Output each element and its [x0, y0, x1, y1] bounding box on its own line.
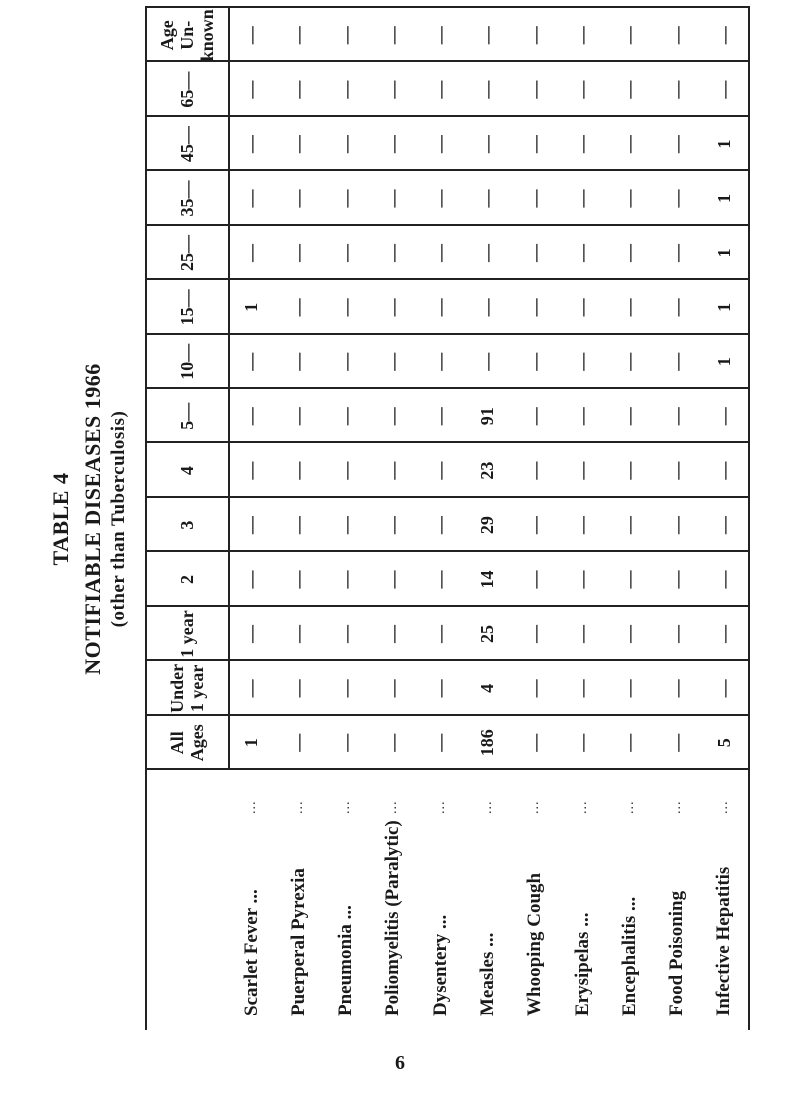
table-cell: —	[524, 26, 545, 45]
table-cell: —	[713, 516, 734, 535]
table-cell: —	[241, 80, 262, 99]
table-cell: —	[619, 243, 640, 262]
table-cell: —	[524, 352, 545, 371]
table-cell: —	[666, 352, 687, 371]
table-cell: —	[241, 679, 262, 698]
table-cell: —	[713, 407, 734, 426]
table-cell: —	[619, 733, 640, 752]
table-cell: —	[288, 570, 309, 589]
table-cell: —	[241, 461, 262, 480]
table-cell: 1	[713, 139, 734, 149]
disease-name: Food Poisoning	[666, 890, 688, 1016]
table-cell: —	[713, 80, 734, 99]
table-cell: —	[430, 570, 451, 589]
table-cell: —	[335, 298, 356, 317]
table-cell: 91	[477, 407, 498, 426]
table-cell: —	[477, 352, 498, 371]
table-cell: —	[335, 80, 356, 99]
table-cell: —	[288, 733, 309, 752]
table-cell: —	[288, 461, 309, 480]
table-cell: —	[382, 352, 403, 371]
table-cell: —	[666, 26, 687, 45]
table-cell: 23	[477, 461, 498, 480]
table-cell: 186	[477, 729, 498, 757]
table-cell: —	[477, 135, 498, 154]
table-cell: —	[666, 679, 687, 698]
disease-name: Erysipelas ...	[571, 912, 593, 1016]
table-cell: —	[288, 298, 309, 317]
table-cell: 29	[477, 516, 498, 535]
table-cell: —	[335, 570, 356, 589]
table-cell: —	[241, 26, 262, 45]
column-header: Age Un-known	[156, 9, 217, 62]
disease-name: Whooping Cough	[524, 872, 546, 1016]
column-header: 3	[176, 520, 197, 530]
table-cell: —	[619, 461, 640, 480]
disease-name: Poliomyelitis (Paralytic)	[382, 820, 404, 1016]
leader-dots: ...	[669, 800, 685, 814]
column-header: 1 year	[176, 610, 197, 658]
leader-dots: ...	[574, 800, 590, 814]
table-cell: —	[666, 624, 687, 643]
column-header: 10—	[176, 343, 197, 380]
table-cell: —	[666, 80, 687, 99]
table-border-bottom	[748, 8, 750, 1030]
table-cell: —	[382, 243, 403, 262]
table-cell: —	[335, 243, 356, 262]
table-cell: —	[288, 189, 309, 208]
table-cell: —	[666, 516, 687, 535]
table-cell: —	[335, 733, 356, 752]
column-header: 4	[176, 466, 197, 476]
column-header: 5—	[176, 402, 197, 430]
table-cell: —	[619, 624, 640, 643]
table-cell: 1	[713, 194, 734, 204]
disease-name: Infective Hepatitis	[713, 866, 735, 1016]
table-cell: —	[666, 570, 687, 589]
table-cell: —	[572, 733, 593, 752]
table-cell: —	[382, 135, 403, 154]
table-cell: —	[666, 298, 687, 317]
table-cell: —	[524, 461, 545, 480]
table-cell: —	[382, 298, 403, 317]
column-header: 15—	[176, 289, 197, 326]
table-cell: —	[335, 135, 356, 154]
disease-name: Scarlet Fever ...	[240, 889, 262, 1016]
table-cell: 5	[713, 738, 734, 748]
table-subtitle: (other than Tuberculosis)	[108, 410, 129, 628]
column-header: 2	[176, 575, 197, 585]
leader-dots: ...	[243, 800, 259, 814]
table-cell: —	[524, 189, 545, 208]
disease-name: Dysentery ...	[429, 914, 451, 1016]
table-cell: —	[288, 624, 309, 643]
table-cell: —	[382, 189, 403, 208]
table-cell: —	[619, 298, 640, 317]
disease-name: Measles ...	[476, 932, 498, 1016]
table-cell: —	[430, 624, 451, 643]
table-cell: —	[524, 679, 545, 698]
table-cell: —	[382, 733, 403, 752]
table-cell: —	[477, 298, 498, 317]
table-cell: —	[619, 135, 640, 154]
table-cell: —	[477, 80, 498, 99]
table-cell: —	[572, 189, 593, 208]
table-cell: —	[335, 189, 356, 208]
table-cell: —	[572, 516, 593, 535]
table-cell: 1	[713, 248, 734, 258]
table-cell: —	[382, 461, 403, 480]
column-header: 65—	[176, 71, 197, 108]
leader-dots: ...	[338, 800, 354, 814]
table-cell: —	[430, 679, 451, 698]
table-cell: —	[666, 733, 687, 752]
leader-dots: ...	[432, 800, 448, 814]
column-header: 45—	[176, 126, 197, 163]
table-cell: —	[477, 243, 498, 262]
table-cell: —	[382, 679, 403, 698]
table-cell: —	[288, 407, 309, 426]
table-cell: —	[335, 26, 356, 45]
table-cell: —	[335, 352, 356, 371]
table-title: NOTIFIABLE DISEASES 1966	[80, 363, 105, 675]
column-header: 25—	[176, 234, 197, 271]
table-cell: —	[430, 733, 451, 752]
disease-name: Pneumonia ...	[335, 905, 357, 1016]
table-cell: —	[572, 407, 593, 426]
table-cell: 1	[241, 302, 262, 312]
table-cell: —	[382, 516, 403, 535]
table-cell: —	[713, 461, 734, 480]
table-cell: 1	[713, 302, 734, 312]
table-cell: —	[619, 570, 640, 589]
table-cell: —	[382, 624, 403, 643]
table-cell: —	[288, 26, 309, 45]
table-cell: 25	[477, 624, 498, 643]
table-cell: —	[382, 80, 403, 99]
table-cell: —	[335, 679, 356, 698]
table-cell: —	[524, 243, 545, 262]
table-cell: —	[335, 516, 356, 535]
table-cell: —	[666, 461, 687, 480]
table-cell: —	[288, 243, 309, 262]
table-cell: —	[572, 679, 593, 698]
disease-name: Encephalitis ...	[618, 896, 640, 1016]
table-cell: —	[241, 352, 262, 371]
table-cell: —	[430, 80, 451, 99]
table-cell: —	[241, 516, 262, 535]
table-cell: 1	[241, 738, 262, 748]
table-cell: —	[430, 243, 451, 262]
table-cell: —	[524, 624, 545, 643]
table-cell: —	[382, 570, 403, 589]
table-cell: —	[713, 624, 734, 643]
table-cell: —	[335, 461, 356, 480]
table-cell: —	[477, 189, 498, 208]
table-cell: —	[572, 298, 593, 317]
table-cell: —	[382, 26, 403, 45]
table-cell: —	[619, 80, 640, 99]
table-cell: —	[430, 516, 451, 535]
column-header: 35—	[176, 180, 197, 217]
table-cell: —	[619, 679, 640, 698]
table-cell: —	[572, 570, 593, 589]
table-cell: —	[572, 624, 593, 643]
table-cell: —	[430, 298, 451, 317]
table-cell: —	[619, 26, 640, 45]
table-cell: —	[524, 407, 545, 426]
leader-dots: ...	[479, 800, 495, 814]
table-cell: —	[477, 26, 498, 45]
table-cell: —	[524, 135, 545, 154]
table-cell: 4	[477, 683, 498, 693]
table-cell: —	[572, 352, 593, 371]
table-cell: —	[288, 679, 309, 698]
leader-dots: ...	[527, 800, 543, 814]
table-cell: —	[524, 570, 545, 589]
table-cell: —	[335, 407, 356, 426]
table-cell: 1	[713, 357, 734, 367]
table-cell: —	[572, 26, 593, 45]
table-cell: —	[666, 189, 687, 208]
table-cell: —	[430, 352, 451, 371]
table-cell: —	[382, 407, 403, 426]
table-cell: —	[572, 461, 593, 480]
table-cell: —	[524, 80, 545, 99]
leader-dots: ...	[385, 800, 401, 814]
table-cell: —	[430, 461, 451, 480]
table-cell: —	[430, 135, 451, 154]
table-label: TABLE 4	[48, 472, 73, 566]
table-cell: —	[241, 407, 262, 426]
table-cell: —	[572, 243, 593, 262]
table-cell: —	[241, 189, 262, 208]
table-cell: —	[666, 407, 687, 426]
table-cell: —	[572, 135, 593, 154]
table-cell: —	[524, 516, 545, 535]
table-cell: —	[241, 135, 262, 154]
table-cell: —	[241, 624, 262, 643]
column-header: Under 1 year	[166, 663, 207, 713]
table-cell: —	[619, 189, 640, 208]
table-cell: —	[713, 679, 734, 698]
table-cell: —	[430, 26, 451, 45]
table-cell: —	[713, 26, 734, 45]
table-cell: —	[335, 624, 356, 643]
table-cell: —	[288, 135, 309, 154]
table-cell: —	[713, 570, 734, 589]
table-cell: —	[619, 352, 640, 371]
table-cell: 14	[477, 570, 498, 589]
table-cell: —	[666, 135, 687, 154]
table-cell: —	[619, 516, 640, 535]
table-cell: —	[288, 352, 309, 371]
leader-dots: ...	[621, 800, 637, 814]
table-cell: —	[430, 407, 451, 426]
table-cell: —	[288, 80, 309, 99]
leader-dots: ...	[716, 800, 732, 814]
table-cell: —	[524, 298, 545, 317]
table-cell: —	[241, 243, 262, 262]
disease-name: Puerperal Pyrexia	[287, 868, 309, 1016]
table-cell: —	[288, 516, 309, 535]
table-cell: —	[666, 243, 687, 262]
page-number: 6	[395, 1052, 405, 1074]
table-cell: —	[430, 189, 451, 208]
table-cell: —	[524, 733, 545, 752]
table-cell: —	[241, 570, 262, 589]
table-cell: —	[572, 80, 593, 99]
column-header: All Ages	[166, 724, 207, 762]
table-cell: —	[619, 407, 640, 426]
leader-dots: ...	[290, 800, 306, 814]
